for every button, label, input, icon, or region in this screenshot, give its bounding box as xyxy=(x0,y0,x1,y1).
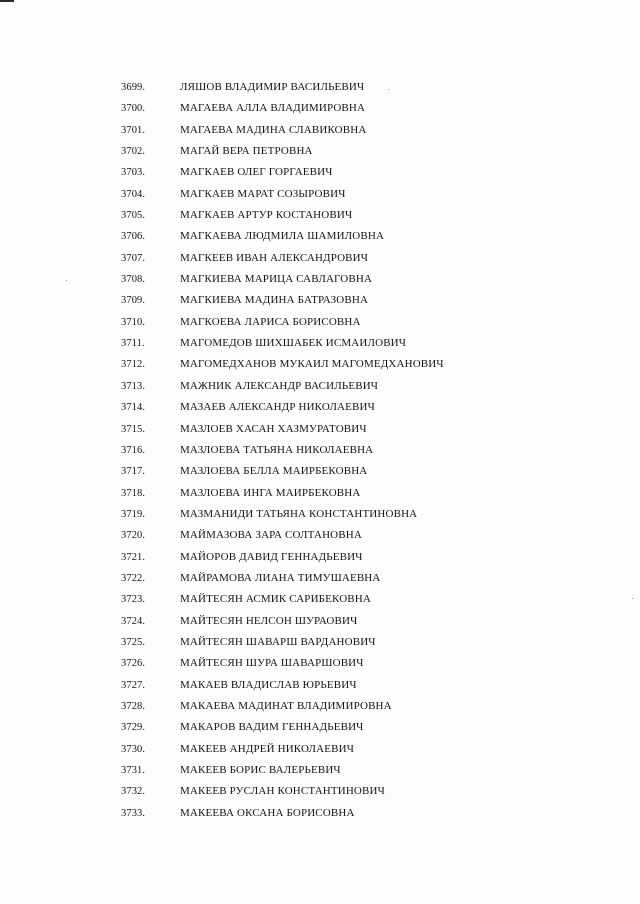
entry-name: МАКАЕВ ВЛАДИСЛАВ ЮРЬЕВИЧ xyxy=(180,678,357,691)
entry-number: 3720. xyxy=(121,530,146,542)
entry-number: 3726. xyxy=(121,658,146,670)
entry-name: МАЙТЕСЯН ШУРА ШАВАРШОВИЧ xyxy=(180,657,364,670)
entry-name: МАЗМАНИДИ ТАТЬЯНА КОНСТАНТИНОВНА xyxy=(180,507,418,520)
entry-name: МАГКИЕВА МАДИНА БАТРАЗОВНА xyxy=(180,294,369,307)
entry-name: МАЙТЕСЯН ШАВАРШ ВАРДАНОВИЧ xyxy=(180,635,376,648)
list-item xyxy=(0,315,640,336)
list-item xyxy=(0,229,640,250)
entry-name: МАКЕЕВА ОКСАНА БОРИСОВНА xyxy=(180,806,355,819)
entry-name: МАЗЛОЕВА ИНГА МАИРБЕКОВНА xyxy=(180,486,361,499)
entry-number: 3706. xyxy=(121,231,146,243)
entry-number: 3710. xyxy=(121,316,146,328)
entry-name: МАКЕЕВ БОРИС ВАЛЕРЬЕВИЧ xyxy=(180,764,341,776)
entry-number: 3702. xyxy=(121,146,146,158)
entry-name: МАКЕЕВ АНДРЕЙ НИКОЛАЕВИЧ xyxy=(180,742,355,755)
entry-name: МАЙОРОВ ДАВИД ГЕННАДЬЕВИЧ xyxy=(180,550,363,563)
entry-number: 3733. xyxy=(121,807,146,819)
list-item xyxy=(0,251,640,272)
entry-number: 3721. xyxy=(121,551,146,563)
entry-number: 3730. xyxy=(121,743,146,755)
entry-name: МАГКАЕВ ОЛЕГ ГОРГАЕВИЧ xyxy=(180,166,333,179)
entry-number: 3715. xyxy=(121,423,146,435)
entry-number: 3704. xyxy=(121,188,146,200)
list-item xyxy=(0,486,640,507)
list-item xyxy=(0,720,640,741)
list-item xyxy=(0,742,640,763)
entry-number: 3714. xyxy=(121,402,146,414)
list-item xyxy=(0,293,640,314)
list-item xyxy=(0,144,640,165)
list-item xyxy=(0,101,640,122)
entry-number: 3729. xyxy=(121,722,146,734)
list-item xyxy=(0,187,640,208)
entry-name: МАГКАЕВ МАРАТ СОЗЫРОВИЧ xyxy=(180,187,346,200)
entry-number: 3728. xyxy=(121,700,146,712)
list-item xyxy=(0,443,640,464)
list-item xyxy=(0,528,640,549)
entry-number: 3727. xyxy=(121,679,146,691)
entry-name: МАГКАЕВ АРТУР КОСТАНОВИЧ xyxy=(180,209,353,222)
list-item xyxy=(0,614,640,635)
entry-name: МАГКАЕВА ЛЮДМИЛА ШАМИЛОВНА xyxy=(180,230,385,243)
entry-name: МАЖНИК АЛЕКСАНДР ВАСИЛЬЕВИЧ xyxy=(180,379,379,392)
entry-name: МАГАЕВА МАДИНА СЛАВИКОВНА xyxy=(180,123,367,136)
scan-corner-mark xyxy=(0,0,14,2)
entry-number: 3712. xyxy=(121,359,146,371)
entry-name: МАКАЕВА МАДИНАТ ВЛАДИМИРОВНА xyxy=(180,699,392,712)
entry-number: 3723. xyxy=(121,594,146,606)
list-item xyxy=(0,656,640,677)
list-item xyxy=(0,379,640,400)
list-item xyxy=(0,806,640,827)
entry-number: 3713. xyxy=(121,380,146,392)
list-item xyxy=(0,592,640,613)
entry-name: МАКЕЕВ РУСЛАН КОНСТАНТИНОВИЧ xyxy=(180,785,385,798)
entry-number: 3707. xyxy=(121,252,146,264)
list-item xyxy=(0,165,640,186)
entry-name: МАЗЛОЕВА ТАТЬЯНА НИКОЛАЕВНА xyxy=(180,443,374,456)
entry-name: ЛЯШОВ ВЛАДИМИР ВАСИЛЬЕВИЧ xyxy=(180,81,365,93)
entry-name: МАЙТЕСЯН НЕЛСОН ШУРАОВИЧ xyxy=(180,614,358,627)
list-item xyxy=(0,464,640,485)
entry-number: 3717. xyxy=(121,466,146,478)
entry-number: 3732. xyxy=(121,786,146,798)
list-item xyxy=(0,635,640,656)
entry-number: 3709. xyxy=(121,295,146,307)
list-item xyxy=(0,678,640,699)
list-item xyxy=(0,208,640,229)
list-item xyxy=(0,400,640,421)
entry-number: 3700. xyxy=(121,103,146,115)
entry-name: МАЗЛОЕВ ХАСАН ХАЗМУРАТОВИЧ xyxy=(180,422,367,435)
list-item xyxy=(0,80,640,101)
entry-name: МАГОМЕДОВ ШИХШАБЕК ИСМАИЛОВИЧ xyxy=(180,337,407,350)
entry-number: 3718. xyxy=(121,487,146,499)
entry-number: 3722. xyxy=(121,572,146,584)
entry-number: 3724. xyxy=(121,615,146,627)
entry-number: 3725. xyxy=(121,636,146,648)
list-item xyxy=(0,357,640,378)
entry-name: МАГАЙ ВЕРА ПЕТРОВНА xyxy=(180,145,313,158)
entry-name: МАГАЕВА АЛЛА ВЛАДИМИРОВНА xyxy=(180,102,366,115)
list-item xyxy=(0,550,640,571)
entry-name: МАКАРОВ ВАДИМ ГЕННАДЬЕВИЧ xyxy=(180,721,364,734)
entry-number: 3719. xyxy=(121,508,146,520)
entry-number: 3711. xyxy=(121,338,145,350)
entry-name: МАГКЕЕВ ИВАН АЛЕКСАНДРОВИЧ xyxy=(180,251,369,264)
entry-number: 3701. xyxy=(121,124,146,136)
entry-name: МАЗЛОЕВА БЕЛЛА МАИРБЕКОВНА xyxy=(180,465,368,478)
entry-name: МАГКОЕВА ЛАРИСА БОРИСОВНА xyxy=(180,315,361,328)
list-item xyxy=(0,422,640,443)
entry-name: МАГОМЕДХАНОВ МУКАИЛ МАГОМЕДХАНОВИЧ xyxy=(180,358,444,371)
list-item xyxy=(0,272,640,293)
entry-number: 3708. xyxy=(121,274,146,286)
list-item xyxy=(0,763,640,784)
numbered-name-list xyxy=(0,80,640,827)
list-item xyxy=(0,571,640,592)
list-item xyxy=(0,699,640,720)
entry-number: 3699. xyxy=(121,82,146,93)
list-item xyxy=(0,784,640,805)
entry-name: МАЗАЕВ АЛЕКСАНДР НИКОЛАЕВИЧ xyxy=(180,401,375,414)
entry-name: МАЙРАМОВА ЛИАНА ТИМУШАЕВНА xyxy=(180,571,381,584)
entry-number: 3705. xyxy=(121,210,146,222)
entry-name: МАЙТЕСЯН АСМИК САРИБЕКОВНА xyxy=(180,593,371,606)
entry-number: 3703. xyxy=(121,167,146,179)
list-item xyxy=(0,336,640,357)
entry-number: 3716. xyxy=(121,444,146,456)
entry-name: МАГКИЕВА МАРИЦА САВЛАГОВНА xyxy=(180,273,373,286)
entry-name: МАЙМАЗОВА ЗАРА СОЛТАНОВНА xyxy=(180,529,362,542)
entry-number: 3731. xyxy=(121,765,146,776)
list-item xyxy=(0,123,640,144)
list-item xyxy=(0,507,640,528)
